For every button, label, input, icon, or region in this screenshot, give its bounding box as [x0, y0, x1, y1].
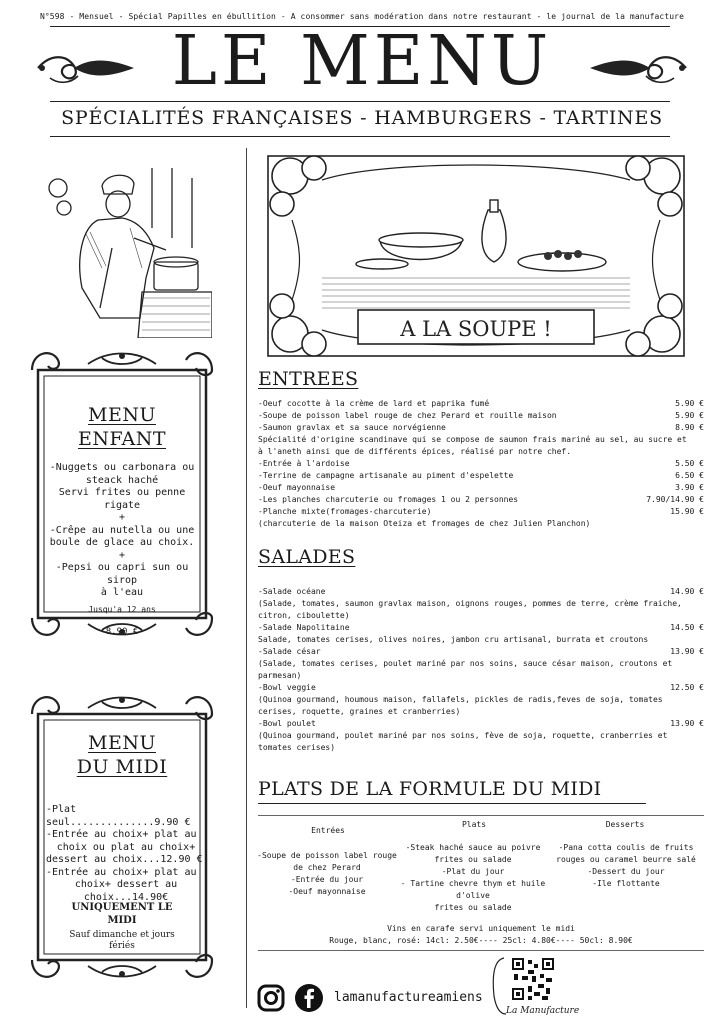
- menu-enfant-line: +: [118, 549, 126, 561]
- social-handle[interactable]: lamanufactureamiens: [334, 990, 483, 1005]
- salade-name: (Quinoa gourmand, houmous maison, fallafels, pickles de radis,feves de soja, tomates: [258, 695, 663, 704]
- chef-illustration: [42, 168, 212, 338]
- menu-enfant-age: Jusqu'a 12 ans: [88, 604, 156, 614]
- salade-name: citron, ciboulette): [258, 611, 350, 620]
- formule-entree: de chez Perard: [293, 863, 361, 872]
- header-divider-middle: [50, 101, 670, 102]
- vins-prices: Rouge, blanc, rosé: 14cl: 2.50€---- 25cl: 4.80€---- 50cl: 8.90€: [329, 936, 633, 945]
- menu-enfant-line: -Nuggets ou carbonara ou: [49, 462, 195, 473]
- salade-name: -Bowl poulet: [258, 719, 316, 728]
- menu-enfant-title-line1: MENU: [88, 404, 156, 426]
- footer-divider: [258, 950, 704, 951]
- menu-enfant-line: +: [118, 512, 126, 523]
- salade-name: (Salade, tomates cerises, poulet mariné par nos soins, sauce césar maison, croutons et: [258, 659, 673, 668]
- salade-row: [258, 658, 704, 670]
- menu-enfant-title-line2: ENFANT: [77, 428, 167, 450]
- formule-entree: -Entrée du jour: [290, 875, 364, 884]
- entree-name: -Planche mixte(fromages-charcuterie): [258, 507, 432, 516]
- salade-price: 13.90 €: [670, 647, 704, 656]
- menu-enfant-box: [28, 346, 216, 642]
- salade-name: -Bowl veggie: [258, 683, 316, 692]
- menu-midi-footnote-line: fériés: [109, 941, 135, 951]
- menu-enfant-price: 8.90 €: [105, 627, 139, 637]
- formule-plat: frites ou salade: [434, 855, 512, 864]
- entree-row: [258, 470, 704, 482]
- formule-entrees-list: [252, 850, 402, 898]
- entree-price: 3.90 €: [675, 483, 704, 492]
- salade-row: [258, 646, 704, 658]
- entree-name: -Saumon gravlax et sa sauce norvégienne: [258, 423, 446, 432]
- formule-divider: [258, 815, 704, 816]
- entree-row: [258, 446, 704, 458]
- entree-row: [258, 422, 704, 434]
- masthead-tagline: N°598 - Mensuel - Spécial Papilles en ébullition - A consommer sans modération dans notre restaurant - le journal de la manufacture: [39, 12, 685, 21]
- formule-plat: d'olive: [456, 891, 490, 900]
- menu-enfant-line: -Crêpe au nutella ou une: [49, 524, 195, 536]
- entree-name: -Entrée à l'ardoise: [258, 459, 350, 468]
- menu-midi-line: choix+ dessert au: [74, 879, 178, 890]
- menu-enfant-line: Servi frites ou penne rigate: [58, 487, 186, 511]
- formule-entree: -Oeuf mayonnaise: [288, 887, 366, 896]
- instagram-icon[interactable]: [256, 983, 286, 1013]
- formule-title: PLATS DE LA FORMULE DU MIDI: [258, 778, 602, 800]
- menu-midi-note-line: UNIQUEMENT LE: [71, 902, 173, 913]
- page-subtitle: SPÉCIALITÉS FRANÇAISES - HAMBURGERS - TARTINES: [61, 107, 663, 129]
- menu-midi-footnote-line: Sauf dimanche et jours: [69, 930, 175, 940]
- menu-enfant-line: steack haché: [85, 474, 159, 486]
- entree-name: Spécialité d'origine scandinave qui se compose de saumon frais mariné au sel, au sucre et: [258, 435, 687, 444]
- formule-dessert: -Dessert du jour: [587, 867, 665, 876]
- salade-name: (Salade, tomates, saumon gravlax maison, oignons rouges, pommes de terre, crème fraiche,: [258, 599, 682, 608]
- salade-row: [258, 586, 704, 598]
- formule-plat: - Tartine chevre thym et huile: [400, 879, 546, 888]
- salade-name: -Salade césar: [258, 647, 321, 656]
- entree-price: 15.90 €: [670, 507, 704, 516]
- menu-midi-box: [28, 690, 216, 984]
- entree-price: 5.90 €: [675, 411, 704, 420]
- vins-note: Vins en carafe servi uniquement le midi: [387, 924, 575, 933]
- entree-row: [258, 482, 704, 494]
- menu-midi-note-line: MIDI: [107, 914, 137, 926]
- salade-row: [258, 742, 704, 754]
- salades-list: [258, 586, 704, 754]
- salade-row: [258, 634, 704, 646]
- salade-name: cerises, roquette, graines et cranberries): [258, 707, 461, 716]
- manufacture-signature: La Manufacture: [506, 1006, 580, 1016]
- formule-plat: frites ou salade: [434, 903, 512, 912]
- column-divider: [246, 148, 247, 1008]
- entree-name: -Oeuf mayonnaise: [258, 483, 336, 492]
- entree-row: [258, 494, 704, 506]
- salade-row: [258, 682, 704, 694]
- menu-midi-title-line2: DU MIDI: [76, 756, 168, 778]
- formule-title-underline: [258, 803, 646, 804]
- menu-midi-line: -Entrée au choix+ plat au: [46, 829, 197, 840]
- salade-name: (Quinoa gourmand, poulet mariné par nos soins, fève de soja, roquette, cranberries et: [258, 731, 668, 740]
- entree-row: [258, 398, 704, 410]
- salade-name: parmesan): [258, 671, 302, 680]
- salade-price: 13.90 €: [670, 719, 704, 728]
- formule-entrees-head: Entrées: [311, 826, 345, 835]
- formule-dessert: -Ile flottante: [592, 879, 660, 888]
- facebook-icon[interactable]: [294, 983, 324, 1013]
- menu-enfant-details: [42, 462, 202, 639]
- salade-name: tomates cerises): [258, 743, 336, 752]
- entree-price: 5.50 €: [675, 459, 704, 468]
- left-flourish-ornament: [30, 48, 140, 88]
- salade-name: -Salade Napolitaine: [258, 623, 350, 632]
- entree-row: [258, 434, 704, 446]
- formule-dessert: -Pana cotta coulis de fruits: [558, 843, 694, 852]
- entree-row: [258, 410, 704, 422]
- banner-label: A LA SOUPE !: [400, 317, 552, 341]
- entree-name: -Les planches charcuterie ou fromages 1 ou 2 personnes: [258, 495, 519, 504]
- entree-row: [258, 518, 704, 530]
- header-divider-bottom: [50, 136, 670, 137]
- entree-name: à l'aneth ainsi que de différents épices, réalisé par notre chef.: [258, 447, 572, 456]
- bracket-ornament: [488, 956, 508, 1016]
- entree-name: (charcuterie de la maison Oteiza et fromages de chez Julien Planchon): [258, 519, 591, 528]
- entree-price: 8.90 €: [675, 423, 704, 432]
- formule-dessert: rouges ou caramel beurre salé: [556, 855, 696, 864]
- salade-row: [258, 706, 704, 718]
- entree-name: -Terrine de campagne artisanale au piment d'espelette: [258, 471, 514, 480]
- entrees-list: [258, 398, 704, 530]
- formule-plats-head: Plats: [461, 820, 487, 829]
- formule-plat: -Plat du jour: [441, 867, 505, 876]
- salades-title: SALADES: [258, 546, 356, 568]
- soup-banner-illustration: [262, 150, 690, 362]
- formule-desserts-head: Desserts: [605, 820, 645, 829]
- salade-price: 14.50 €: [670, 623, 704, 632]
- entree-price: 7.90/14.90 €: [646, 495, 704, 504]
- menu-midi-line: -Entrée au choix+ plat au: [46, 866, 197, 878]
- menu-midi-line: choix ou plat au choix+: [56, 841, 196, 853]
- salade-row: [258, 718, 704, 730]
- salade-row: [258, 610, 704, 622]
- salade-row: [258, 598, 704, 610]
- formule-entree: -Soupe de poisson label rouge: [257, 851, 397, 860]
- menu-enfant-line: à l'eau: [100, 587, 144, 598]
- entree-price: 5.90 €: [675, 399, 704, 408]
- salade-row: [258, 694, 704, 706]
- salade-row: [258, 670, 704, 682]
- entree-name: -Soupe de poisson label rouge de chez Perard et rouille maison: [258, 411, 557, 420]
- formule-desserts-list: [548, 842, 704, 890]
- menu-midi-line: dessert au choix...12.90 €: [46, 854, 203, 865]
- menu-midi-details: [46, 804, 206, 904]
- salade-name: Salade, tomates cerises, olives noires, jambon cru artisanal, burrata et croutons: [258, 635, 649, 644]
- menu-midi-footnote: [42, 930, 202, 952]
- salade-name: -Salade océane: [258, 587, 326, 596]
- menu-midi-title-line1: MENU: [88, 732, 156, 754]
- menu-midi-note: [42, 902, 202, 927]
- salade-row: [258, 622, 704, 634]
- entree-row: [258, 506, 704, 518]
- menu-enfant-line: -Pepsi ou capri sun ou sirop: [55, 562, 189, 586]
- entree-name: -Oeuf cocotte à la crème de lard et paprika fumé: [258, 399, 490, 408]
- salade-price: 12.50 €: [670, 683, 704, 692]
- menu-midi-line: -Plat seul..............9.90 €: [46, 804, 191, 828]
- right-flourish-ornament: [584, 48, 694, 88]
- menu-midi-line: choix...14.90€: [83, 891, 169, 903]
- qr-code-icon[interactable]: [510, 956, 556, 1002]
- entrees-title: ENTREES: [258, 368, 359, 390]
- page-title: LE MENU: [171, 22, 553, 101]
- entree-price: 6.50 €: [675, 471, 704, 480]
- salade-row: [258, 730, 704, 742]
- formule-plat: -Steak haché sauce au poivre: [405, 843, 541, 852]
- formule-plats-list: [398, 842, 548, 914]
- menu-enfant-line: boule de glace au choix.: [49, 537, 195, 548]
- entree-row: [258, 458, 704, 470]
- salade-price: 14.90 €: [670, 587, 704, 596]
